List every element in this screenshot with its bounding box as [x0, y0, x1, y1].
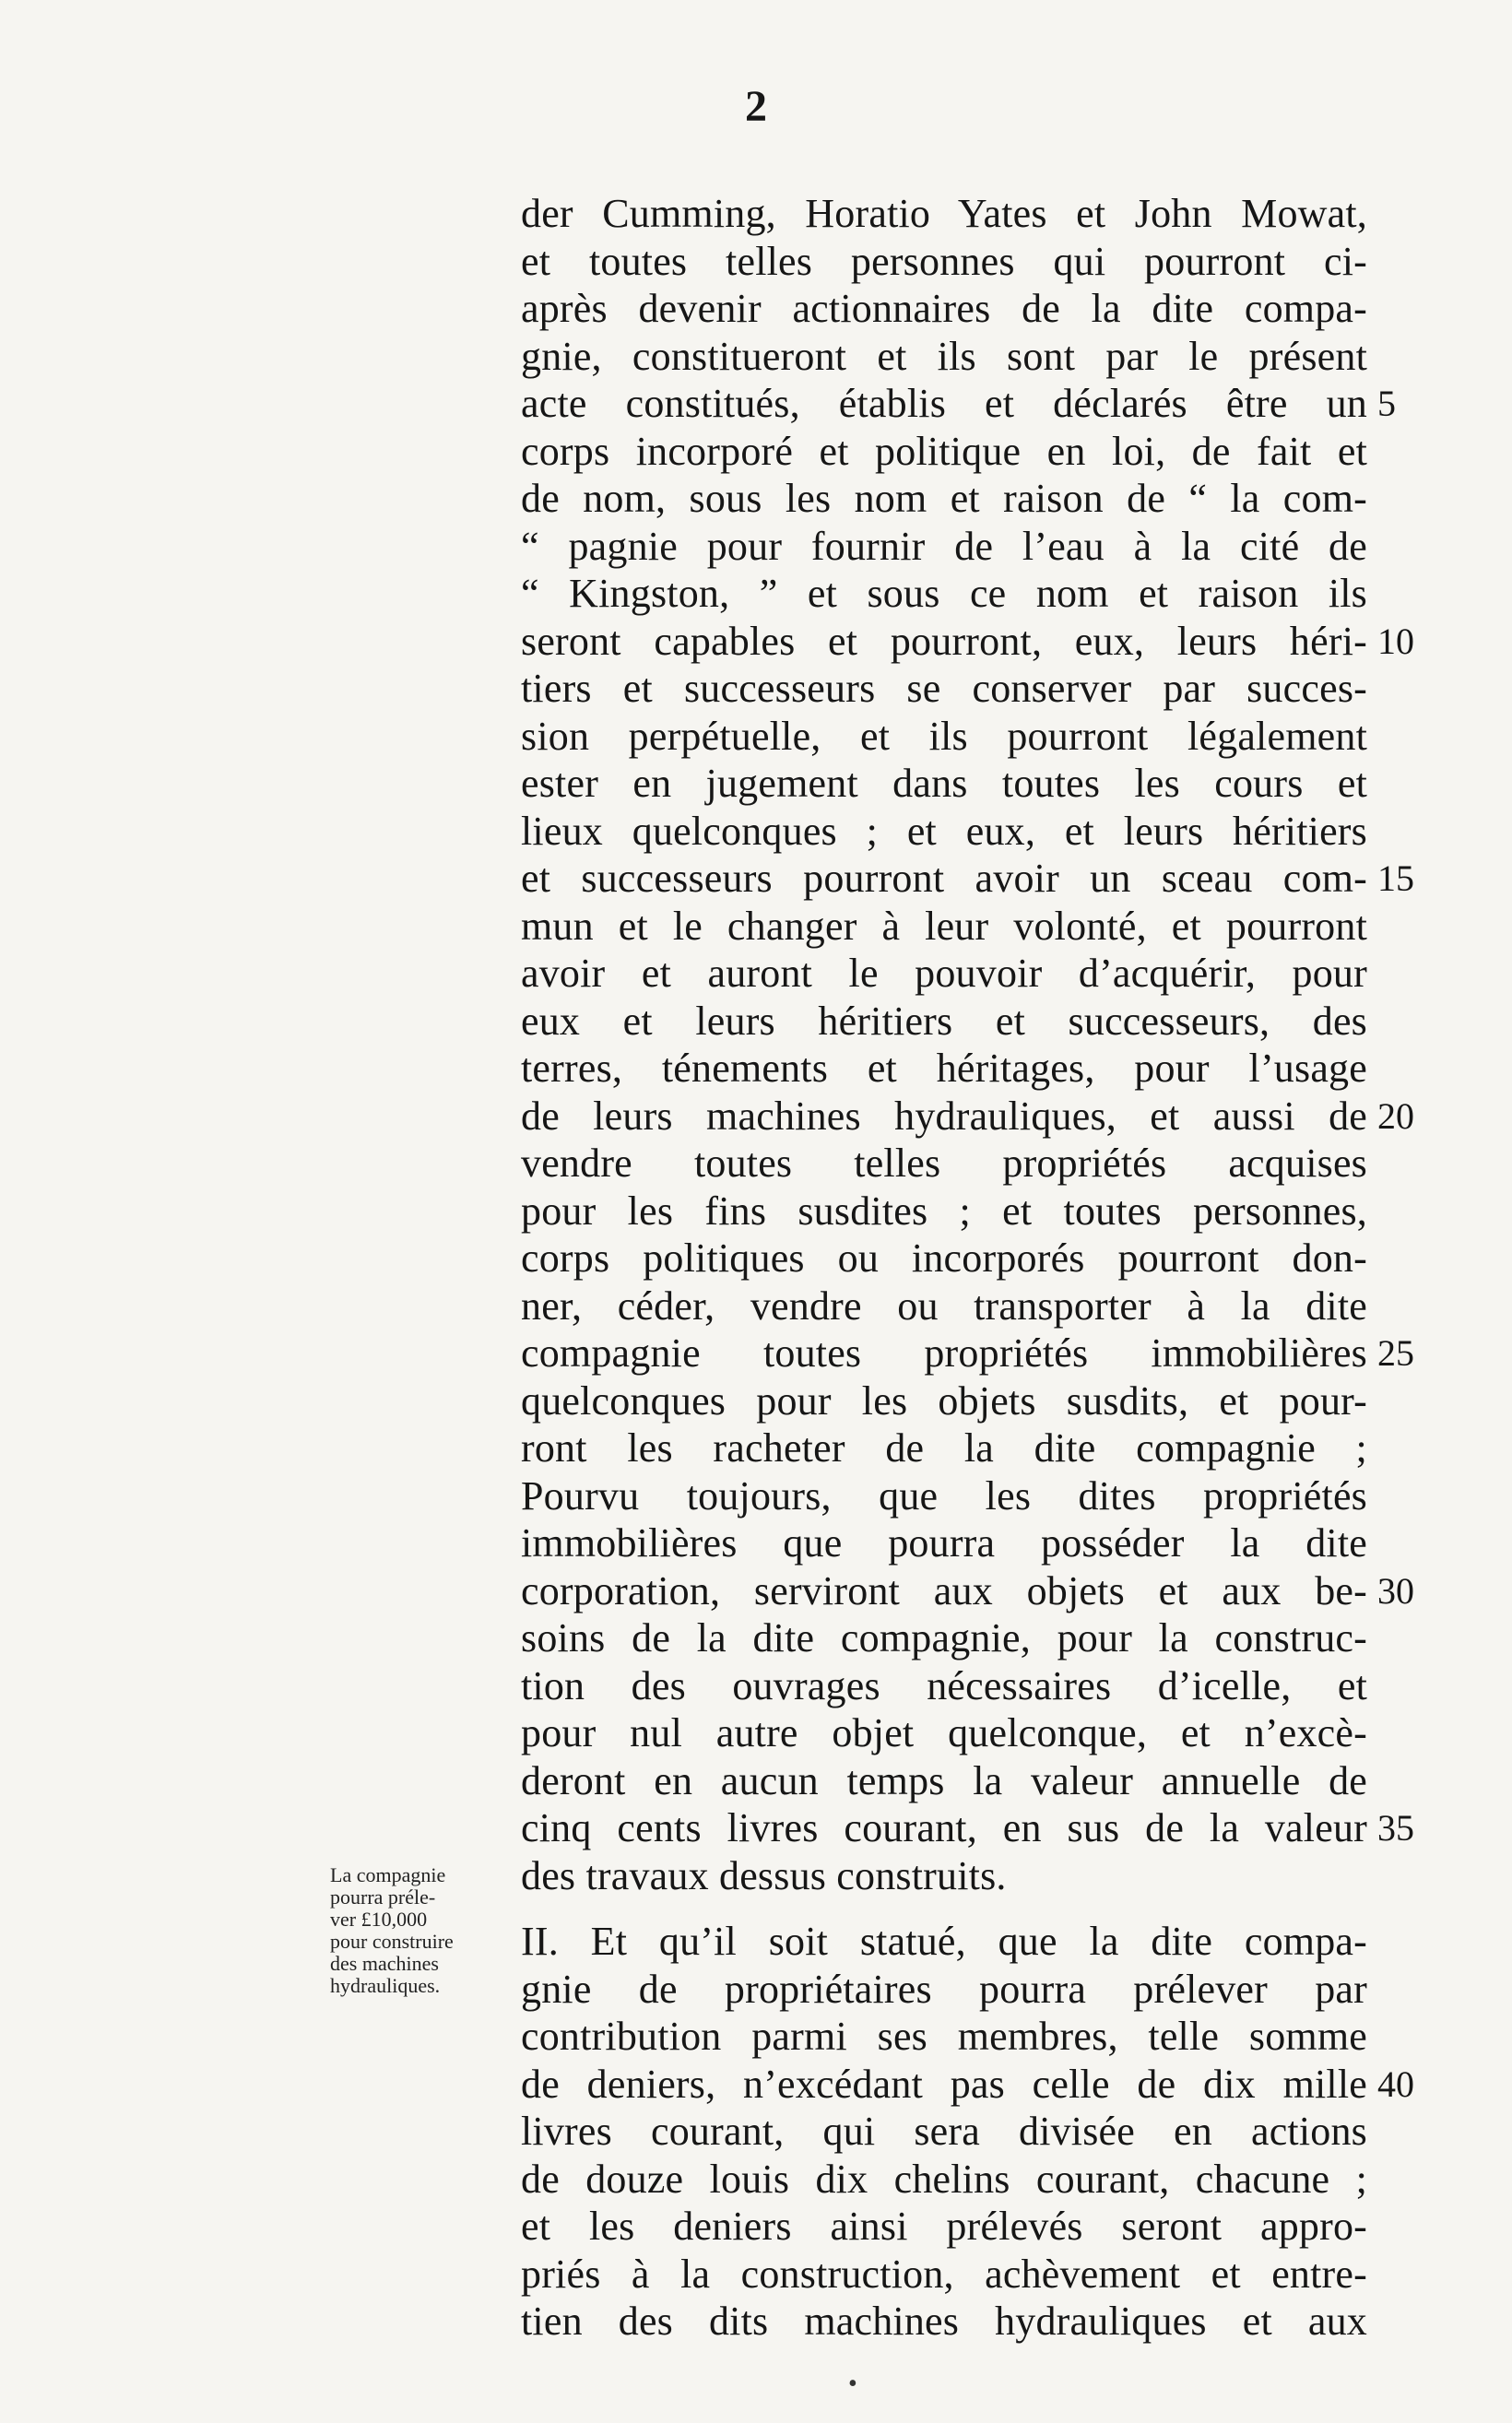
margin-note-line: pour construire — [330, 1930, 454, 1953]
text-line: sion perpétuelle, et ils pourront légalement — [521, 713, 1367, 759]
page-number: 2 — [745, 82, 767, 131]
text-line: tion des ouvrages nécessaires d’icelle, et — [521, 1662, 1367, 1708]
text-line: compagnie toutes propriétés immobilières — [521, 1330, 1367, 1376]
text-line: de nom, sous les nom et raison de “ la com- — [521, 476, 1367, 521]
line-number: 35 — [1377, 1807, 1414, 1849]
text-line: des travaux dessus construits. — [521, 1852, 1007, 1898]
text-line: et toutes telles personnes qui pourront ci- — [521, 238, 1367, 284]
text-line: tien des dits machines hydrauliques et aux — [521, 2299, 1367, 2344]
line-number: 5 — [1377, 383, 1396, 424]
text-line: lieux quelconques ; et eux, et leurs héritiers — [521, 808, 1367, 854]
text-line: livres courant, qui sera divisée en actions — [521, 2109, 1367, 2154]
text-line: Pourvu toujours, que les dites propriétés — [521, 1472, 1367, 1519]
text-line: de douze louis dix chelins courant, chacune ; — [521, 2156, 1367, 2202]
text-line: ner, céder, vendre ou transporter à la dite — [521, 1282, 1367, 1329]
text-line: II. Et qu’il soit statué, que la dite compa- — [521, 1919, 1367, 1964]
text-line: corps incorporé et politique en loi, de fait et — [521, 428, 1367, 474]
text-line: avoir et auront le pouvoir d’acquérir, pour — [521, 951, 1367, 996]
text-line: de leurs machines hydrauliques, et aussi de — [521, 1093, 1367, 1139]
text-line: contribution parmi ses membres, telle somme — [521, 2014, 1367, 2059]
margin-note-line: ver £10,000 — [330, 1908, 428, 1931]
text-line: mun et le changer à leur volonté, et pourront — [521, 903, 1367, 949]
text-line: immobilières que pourra posséder la dite — [521, 1520, 1367, 1566]
text-line: der Cumming, Horatio Yates et John Mowat, — [521, 191, 1367, 236]
text-line: après devenir actionnaires de la dite compa- — [521, 286, 1367, 331]
line-number: 15 — [1377, 857, 1414, 899]
text-line: quelconques pour les objets susdits, et pour- — [521, 1377, 1367, 1424]
text-line: et les deniers ainsi prélevés seront appro- — [521, 2204, 1367, 2249]
text-line: de deniers, n’excédant pas celle de dix mille — [521, 2061, 1367, 2107]
text-line: deront en aucun temps la valeur annuelle de — [521, 1757, 1367, 1803]
margin-note-line: pourra préle- — [330, 1885, 436, 1909]
line-number: 10 — [1377, 620, 1414, 662]
line-number: 20 — [1377, 1094, 1414, 1137]
line-number: 25 — [1377, 1332, 1414, 1374]
margin-note — [330, 1864, 505, 1997]
line-number: 30 — [1377, 1569, 1414, 1612]
margin-note-line: hydrauliques. — [330, 1974, 441, 1997]
text-line: corporation, serviront aux objets et aux be- — [521, 1567, 1367, 1613]
text-line: corps politiques ou incorporés pourront don- — [521, 1235, 1367, 1281]
text-line: eux et leurs héritiers et successeurs, des — [521, 998, 1367, 1044]
text-line: “ Kingston, ” et sous ce nom et raison ils — [521, 571, 1367, 616]
text-line: ester en jugement dans toutes les cours et — [521, 761, 1367, 806]
text-line: terres, ténements et héritages, pour l’usage — [521, 1046, 1367, 1091]
line-number: 40 — [1377, 2063, 1414, 2105]
text-line: gnie de propriétaires pourra prélever par — [521, 1966, 1367, 2012]
text-line: “ pagnie pour fournir de l’eau à la cité de — [521, 523, 1367, 569]
text-line: et successeurs pourront avoir un sceau com- — [521, 856, 1367, 901]
text-line: vendre toutes telles propriétés acquises — [521, 1141, 1367, 1186]
text-line: soins de la dite compagnie, pour la construc- — [521, 1615, 1367, 1661]
text-line: acte constitués, établis et déclarés être un — [521, 381, 1367, 426]
text-line: ront les racheter de la dite compagnie ; — [521, 1425, 1367, 1471]
text-line: pour les fins susdites ; et toutes personnes, — [521, 1188, 1367, 1234]
margin-note-line: La compagnie — [330, 1863, 446, 1886]
body-text — [521, 190, 1367, 2346]
text-line: tiers et successeurs se conserver par succes- — [521, 666, 1367, 711]
text-line: pour nul autre objet quelconque, et n’excè- — [521, 1710, 1367, 1755]
margin-note-line: des machines — [330, 1952, 439, 1975]
text-line: gnie, constitueront et ils sont par le présent — [521, 333, 1367, 379]
printer-mark: • — [848, 2370, 857, 2398]
text-line: seront capables et pourront, eux, leurs héri- — [521, 618, 1367, 664]
text-line: cinq cents livres courant, en sus de la valeur — [521, 1805, 1367, 1850]
text-line: priés à la construction, achèvement et entre- — [521, 2251, 1367, 2297]
